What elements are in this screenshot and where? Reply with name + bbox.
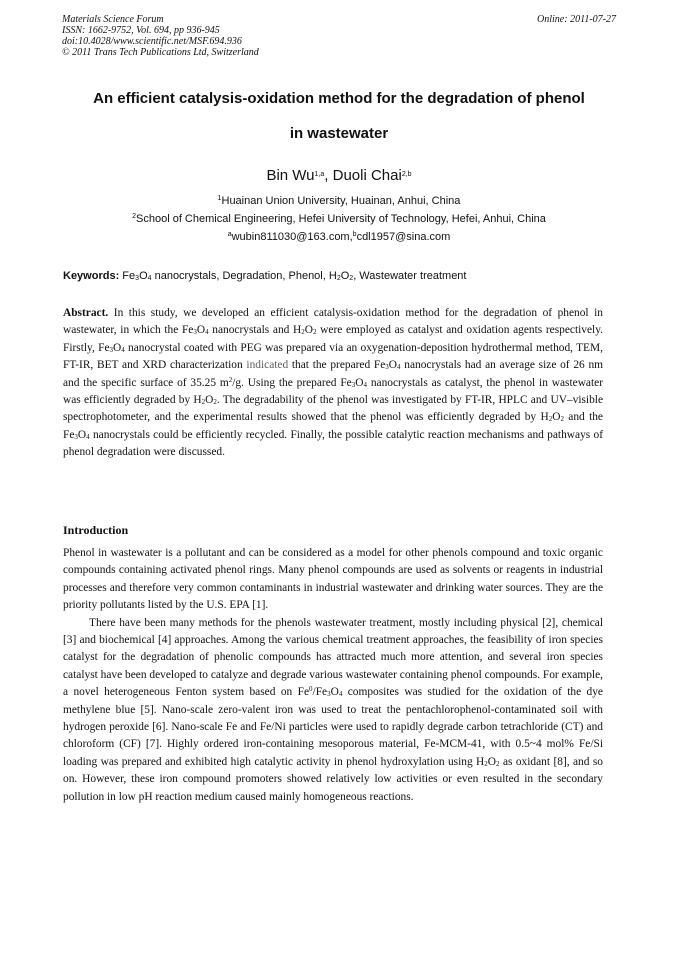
journal-name: Materials Science Forum [62, 14, 164, 25]
affiliation-1: $^1$Huainan Union University, Huainan, Anhui, China [217, 195, 461, 207]
keywords-label: Keywords: [63, 270, 120, 282]
journal-issn: ISSN: 1662-9752, Vol. 694, pp 936-945 [62, 25, 220, 36]
introduction-body [63, 545, 603, 806]
online-date: Online: 2011-07-27 [537, 14, 616, 25]
abstract: Abstract. In this study, we developed an efficient catalysis-oxidation method for the degradation of phenol in wastewater, in which the $Fe_3O_4$ nanocrystals and $H_2O_2$ were employed as catalyst and oxidation agents respectively. Firstly, $Fe_3O_4$ nanocrystal coated with PEG was prepared via an oxygenation-deposition hydrothermal method, TEM, FT-IR, BET and XRD characterization indicated that the prepared $Fe_3O_4$ nanocrystals had an average size of 26 nm and the specific surface of 35.25 $m^2/g$. Using the prepared $Fe_3O_4$ nanocrystals as catalyst, the phenol in wastewater was efficiently degraded by $H_2O_2$. The degradability of the phenol was investigated by FT-IR, HPLC and UV–visible spectrophotometer, and the experimental results showed that the phenol was efficiently degraded by $H_2O_2$ and the $Fe_3O_4$ nanocrystals could be efficiently recycled. Finally, the possible catalytic reaction mechanisms and pathways of phenol degradation were discussed. [63, 307, 604, 459]
introduction-heading: Introduction [63, 523, 129, 537]
abstract-label: Abstract. [63, 307, 109, 319]
journal-doi: doi:10.4028/www.scientific.net/MSF.694.936 [62, 36, 242, 47]
author-affiliation-mark: 2,b [401, 171, 412, 178]
email-link[interactable]: cdl1957@sina.com [356, 231, 451, 243]
paper-title-line-2: in wastewater [289, 125, 389, 142]
keywords: Keywords: $Fe_3O_4$ nanocrystals, Degradation, Phenol, $H_2O_2$, Wastewater treatment [63, 270, 467, 282]
paper-title-line-1: An efficient catalysis-oxidation method for the degradation of phenol [93, 90, 585, 107]
journal-copyright: © 2011 Trans Tech Publications Ltd, Switzerland [62, 47, 259, 58]
author-name: Duoli Chai [332, 167, 402, 184]
author-affiliation-mark: 1,a [314, 171, 325, 178]
author-separator: , [324, 167, 333, 184]
email-link[interactable]: wubin811030@163.com, [231, 231, 353, 243]
journal-header [62, 14, 616, 58]
author-list [40, 167, 638, 184]
affiliation-2: $^2$School of Chemical Engineering, Hefei University of Technology, Hefei, Anhui, China [132, 213, 546, 225]
intro-paragraph-2: There have been many methods for the phenols wastewater treatment, mostly including physical [2], chemical [3] and biochemical [4] approaches. Among the various chemical treatment approaches, the feasibility of iron species catalyst for the degradation of phenolic compounds has attracted much more attention, and several iron species catalyst have been developed to catalyze and degrade various wastewater containing phenol compounds. For example, a novel heterogeneous Fenton system based on $Fe^0/Fe_3O_4$ composites was studied for the oxidation of the dye methylene blue [5]. Nano-scale zero-valent iron was used to treat the pentachlorophenol-contaminated soil with hydrogen peroxide [6]. Nano-scale Fe and Fe/Ni particles were used to rapidly degrade carbon tetrachloride (CT) and chloroform (CF) [7]. Highly ordered iron-containing mesoporous material, Fe-MCM-41, with 0.5~4 mol% Fe/Si loading was prepared and exhibited high catalytic activity in phenol hydroxylation using $H_2O_2$ as oxidant [8], and so on. However, these iron compound promoters showed relatively low activities or even resulted in the secondary pollution in low pH reaction medium caused mainly homogeneous reactions. [63, 616, 604, 803]
author-emails: $^a$wubin811030@163.com,$^b$cdl1957@sina.com [227, 231, 451, 243]
author-name: Bin Wu [266, 167, 315, 184]
intro-paragraph-1: Phenol in wastewater is a pollutant and can be considered as a model for other phenols compound and toxic organic compounds containing activated phenol rings. Many phenol compounds are used as solvents or reagents in industrial processes and therefore very common contaminants in industrial wastewater and drinking water sources. They are the priority pollutants listed by the U.S. EPA [1]. [63, 547, 603, 612]
